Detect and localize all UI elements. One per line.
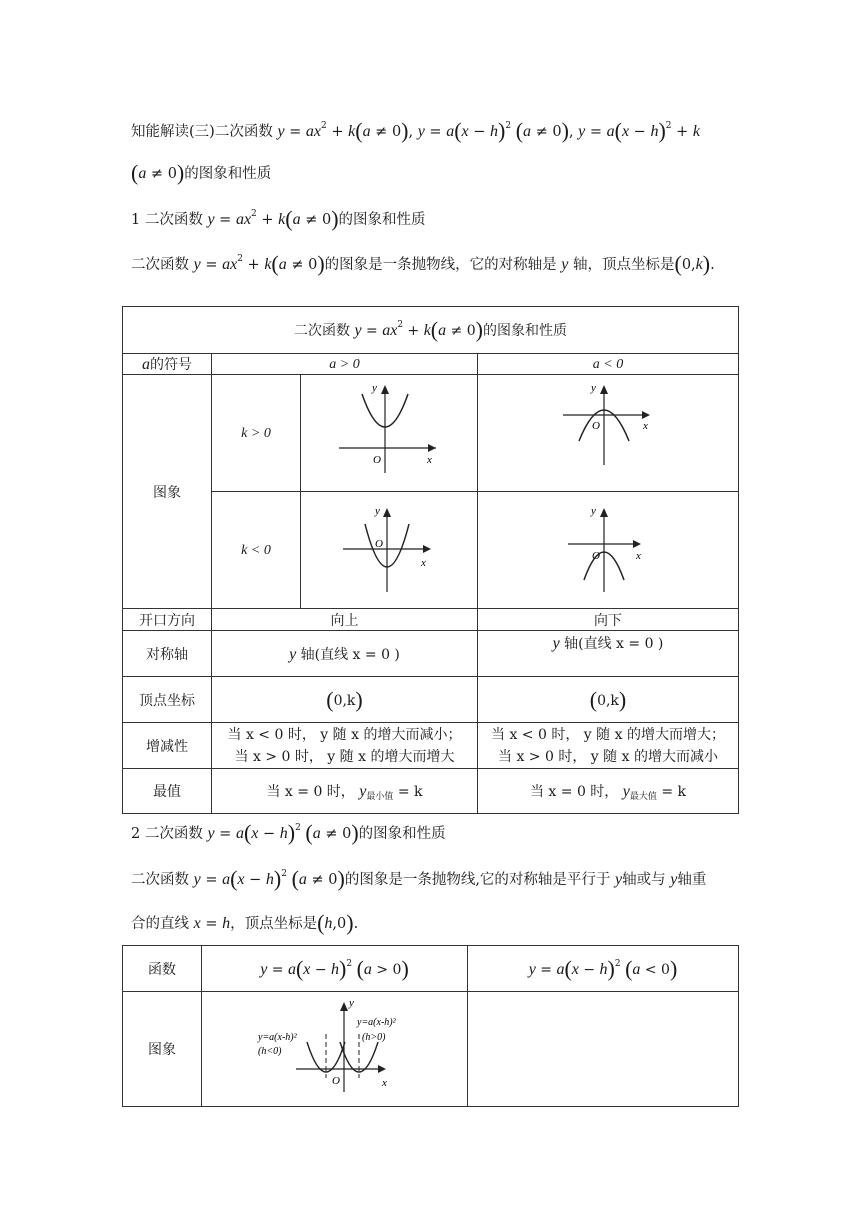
graph-aneg-kneg-svg <box>478 492 738 604</box>
sec2-num: 2 <box>131 826 141 842</box>
axis-origin-label: O <box>372 454 381 466</box>
k-pos-text: k > 0 <box>241 425 271 441</box>
graph-shifted-pos <box>202 992 468 1107</box>
graph-apos-kneg <box>300 492 477 609</box>
sec1-title-pre: 二次函数 <box>144 212 203 228</box>
sec1-desc-pre: 二次函数 <box>131 257 189 273</box>
col-func-pos: $y = a(x - h)^2$ (a > 0) <box>202 946 468 992</box>
label-right-eq: y=a(x-h)² <box>357 1017 396 1028</box>
axis-origin-label: O <box>591 420 600 432</box>
ext-neg-sub: 最大值 <box>629 791 657 802</box>
k-neg-text: k < 0 <box>241 542 271 558</box>
ext-neg-pre: 当 x = 0 时， <box>529 783 619 800</box>
axis-neg-text: 轴(直线 x = 0 ) <box>564 636 664 652</box>
sec2-desc-line2-mid: ，顶点坐标是 <box>230 916 318 932</box>
extreme-pos: 当 x = 0 时， $y_{最小值} = k$ <box>212 769 478 814</box>
section-1-title: 1 二次函数 $y = ax^2 + k(a \ne 0)$的图象和性质 <box>131 206 426 231</box>
heading-suffix: 的图象和性质 <box>184 166 272 182</box>
sec2-title-pre: 二次函数 <box>144 826 203 842</box>
axis-x-label: x <box>426 454 432 466</box>
vertex-pos: (0,k) <box>212 677 478 723</box>
sec2-desc-mid3: 轴重 <box>677 872 707 888</box>
axis-x-label: x <box>642 420 648 432</box>
open-pos: 向上 <box>212 609 478 631</box>
axis-pos: y 轴(直线 x = 0 ) <box>212 631 478 677</box>
mono-pos-line-2: 当 x > 0 时， y 随 x 的增大而增大 <box>234 748 455 765</box>
axis-y-label: y <box>590 382 596 394</box>
vertex-neg-text: 0,k <box>597 692 619 709</box>
section-2-title: 2 二次函数 $y = a(x - h)^2$ (a ≠ 0)的图象和性质 <box>131 820 446 845</box>
col-a-pos-label: a > 0 <box>329 356 360 372</box>
sec1-desc-mid: 的图象是一条抛物线，它的对称轴是 <box>324 257 557 273</box>
label-right-cond: (h>0) <box>362 1032 386 1043</box>
vertex-neg: (0,k) <box>477 677 738 723</box>
graph-shifted-pos-svg <box>202 992 467 1102</box>
sec1-desc-axis2: 轴，顶点坐标是 <box>573 257 675 273</box>
graph-aneg-kpos <box>477 375 738 492</box>
sec2-desc-pre: 二次函数 <box>131 872 189 888</box>
graph-aneg-kneg <box>477 492 738 609</box>
sec2-desc-mid: 的图象是一条抛物线,它的对称轴是平行于 <box>344 872 611 888</box>
graph-shifted-neg-empty <box>468 992 739 1107</box>
sec1-title-post: 的图象和性质 <box>338 212 426 228</box>
row-vertex-label: 顶点坐标 <box>123 677 212 723</box>
col-a-neg-header <box>477 354 738 375</box>
label-left-eq: y=a(x-h)² <box>258 1032 297 1043</box>
row-axis-label: 对称轴 <box>123 631 212 677</box>
row-graph-label-2: 图象 <box>123 992 202 1107</box>
axis-y-label: y <box>371 382 377 394</box>
k-neg-label <box>212 492 301 609</box>
axis-y-label: y <box>374 505 380 517</box>
sec2-desc-line2-pre: 合的直线 <box>131 916 189 932</box>
mono-neg-line-1: 当 x < 0 时， y 随 x 的增大而增大； <box>491 726 725 743</box>
col-func-neg: $y = a(x - h)^2$ (a < 0) <box>468 946 739 992</box>
section-1-desc: 二次函数 $y = ax^2 + k(a \ne 0)$的图象是一条抛物线，它的对称轴是 y 轴，顶点坐标是(0,k). <box>131 251 715 276</box>
axis-origin-label: O <box>374 538 383 550</box>
k-pos-label <box>212 375 301 492</box>
ext-pos-sub: 最小值 <box>366 791 394 802</box>
sec2-desc-end: . <box>353 916 359 932</box>
table-properties-2 <box>122 945 739 1107</box>
table1-caption-pre: 二次函数 <box>294 323 350 339</box>
mono-pos-line-1: 当 x < 0 时， y 随 x 的增大而减小； <box>227 726 462 743</box>
axis-y-label: y <box>590 505 596 517</box>
table1-caption: 二次函数 $y = ax^2 + k(a \ne 0)$的图象和性质 <box>123 307 739 354</box>
col-sign-header: a的符号 <box>123 354 212 375</box>
col-a-pos-header <box>212 354 478 375</box>
axis-neg: y 轴(直线 x = 0 ) <box>477 631 738 677</box>
sec1-num: 1 <box>131 212 141 228</box>
ext-pos-pre: 当 x = 0 时， <box>266 783 355 800</box>
graph-aneg-kpos-svg <box>478 375 738 487</box>
graph-apos-kpos-svg <box>301 375 477 487</box>
graph-apos-kpos <box>300 375 477 492</box>
graph-apos-kneg-svg <box>301 492 477 604</box>
heading-line-1: 知能解读(三)二次函数 $y = ax^2 + k(a \ne 0)$, $y = a(x - h)^2$ (a ≠ 0), $y = a(x - h)^2 + k$ <box>131 118 700 143</box>
sec2-desc-mid2: 轴或与 <box>622 872 666 888</box>
row-graph-label: 图象 <box>123 375 212 609</box>
col-a-neg-label: a < 0 <box>592 356 624 372</box>
col-sign-label: 的符号 <box>150 357 192 373</box>
axis-origin-label: O <box>591 550 600 562</box>
sec1-desc-axis: y <box>561 256 569 273</box>
table1-caption-post: 的图象和性质 <box>483 323 567 339</box>
sec2-title-post: 的图象和性质 <box>358 826 446 842</box>
axis-pos-text: 轴(直线 x = 0 ) <box>300 646 400 663</box>
row-mono-label: 增减性 <box>123 723 212 769</box>
axis-x-label: x <box>420 557 426 569</box>
table-properties-1 <box>122 306 739 814</box>
extreme-neg: 当 x = 0 时， $y_{最大值} = k$ <box>477 769 738 814</box>
axis-y-label: y <box>349 997 354 1009</box>
mono-neg-line-2: 当 x > 0 时， y 随 x 的增大而减小 <box>498 748 718 765</box>
heading-line-2: (a ≠ 0)的图象和性质 <box>131 160 272 185</box>
open-neg: 向下 <box>477 609 738 631</box>
label-left-cond: (h<0) <box>258 1046 282 1057</box>
ext-neg-k: = k <box>661 783 687 800</box>
axis-origin-label: O <box>332 1075 340 1087</box>
heading-text: 知能解读(三)二次函数 <box>131 124 273 140</box>
mono-pos <box>212 723 478 769</box>
ext-pos-k: = k <box>397 783 423 800</box>
section-2-desc-1: 二次函数 $y = a(x - h)^2$ (a ≠ 0)的图象是一条抛物线,它的对称轴是平行于 y轴或与 y轴重 <box>131 866 707 891</box>
section-2-desc-2: 合的直线 x = h，顶点坐标是(h,0). <box>131 910 359 935</box>
row-extreme-label: 最值 <box>123 769 212 814</box>
vertex-pos-text: 0,k <box>333 692 356 709</box>
row-open-label: 开口方向 <box>123 609 212 631</box>
axis-x-label: x <box>382 1077 387 1089</box>
sec1-desc-end: . <box>710 257 715 273</box>
mono-neg <box>477 723 738 769</box>
col-func-header: 函数 <box>123 946 202 992</box>
axis-x-label: x <box>635 550 641 562</box>
